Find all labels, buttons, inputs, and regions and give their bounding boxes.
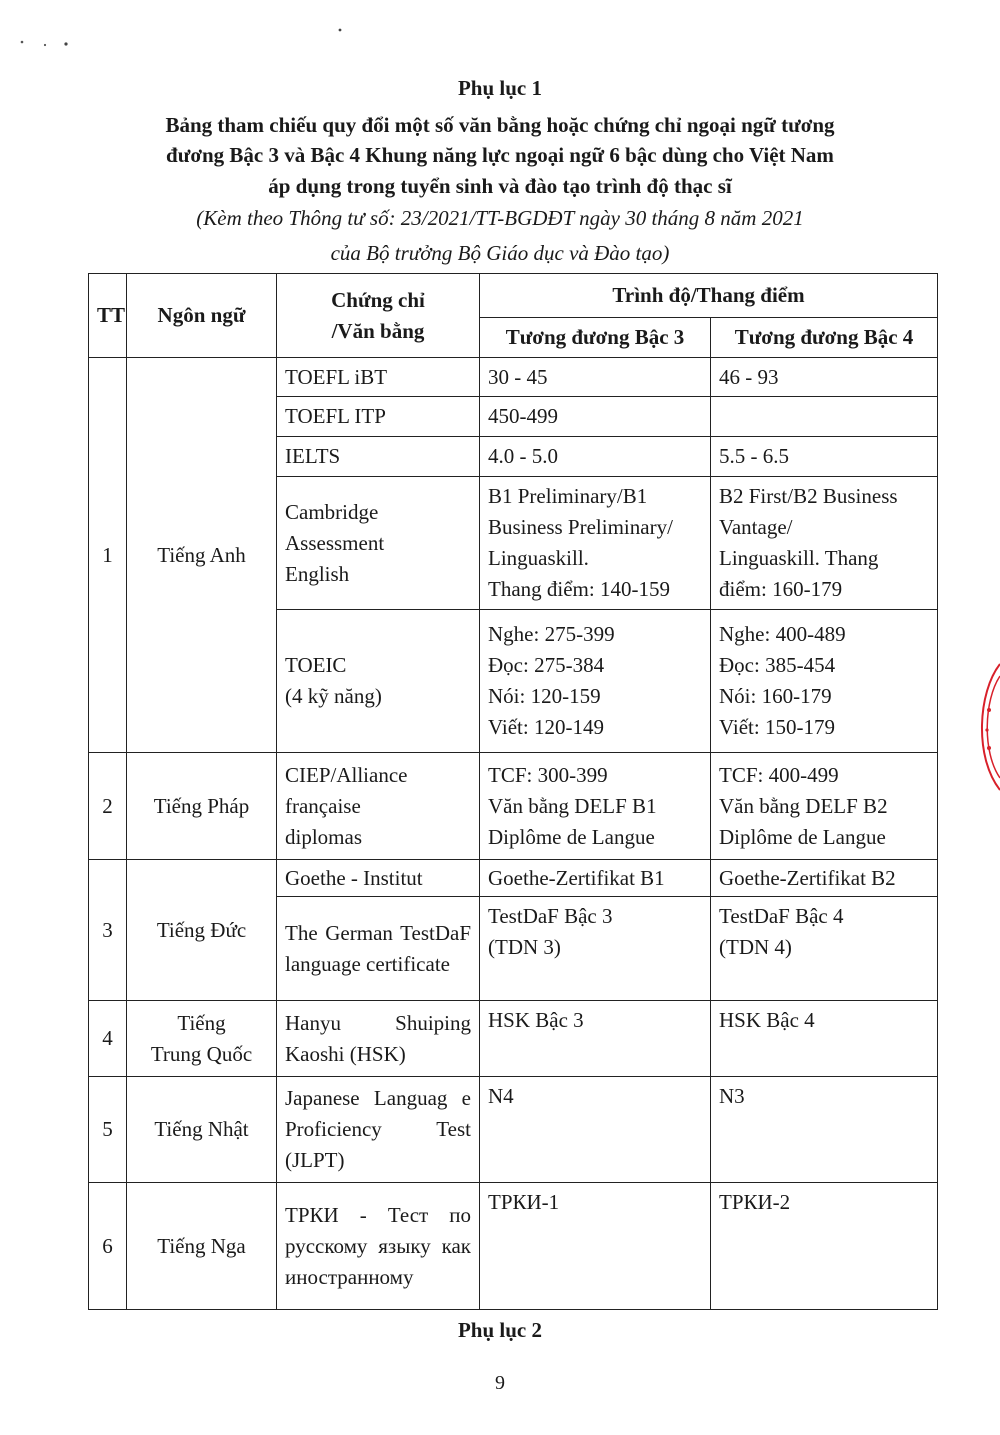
table-row <box>89 860 938 897</box>
header-level4: Tương đương Bậc 4 <box>711 318 938 358</box>
level3-cell: Goethe-Zertifikat B1 <box>480 860 711 897</box>
level3-cell: 30 - 45 <box>480 358 711 397</box>
row-language: Tiếng Nhật <box>127 1077 277 1183</box>
level4-cell: 5.5 - 6.5 <box>711 437 938 477</box>
level4-cell: Goethe-Zertifikat B2 <box>711 860 938 897</box>
cert-cell: TOEFL ITP <box>277 397 480 437</box>
row-tt: 6 <box>89 1183 127 1310</box>
header-certificate: Chứng chỉ /Văn bằng <box>277 274 480 358</box>
header-tt: TT <box>89 274 127 358</box>
level4-cell: TCF: 400-499 Văn bằng DELF B2 Diplôme de Langue <box>711 753 938 860</box>
header-level3: Tương đương Bậc 3 <box>480 318 711 358</box>
level4-cell: Nghe: 400-489 Đọc: 385-454 Nói: 160-179 Viết: 150-179 <box>711 610 938 753</box>
row-language: Tiếng Đức <box>127 860 277 1001</box>
header-row <box>89 274 938 318</box>
cert-cell: TOEIC (4 kỹ năng) <box>277 610 480 753</box>
level4-cell: HSK Bậc 4 <box>711 1001 938 1077</box>
level3-cell: Nghe: 275-399 Đọc: 275-384 Nói: 120-159 Viết: 120-149 <box>480 610 711 753</box>
appendix-title: Phụ lục 1 <box>457 76 543 100</box>
cert-cell: IELTS <box>277 437 480 477</box>
row-tt: 1 <box>89 358 127 753</box>
heading-line-2: đương Bậc 3 và Bậc 4 Khung năng lực ngoại ngữ 6 bậc dùng cho Việt Nam <box>166 143 834 167</box>
subtitle-line-1: (Kèm theo Thông tư số: 23/2021/TT-BGDĐT ngày 30 tháng 8 năm 2021 <box>196 206 804 230</box>
cert-cell: Goethe - Institut <box>277 860 480 897</box>
table-row <box>89 1001 938 1077</box>
row-tt: 5 <box>89 1077 127 1183</box>
level4-cell: 46 - 93 <box>711 358 938 397</box>
level3-cell: TestDaF Bậc 3 (TDN 3) <box>480 897 711 1001</box>
red-stamp-icon <box>970 662 1000 792</box>
row-language: Tiếng Trung Quốc <box>127 1001 277 1077</box>
level3-cell: 4.0 - 5.0 <box>480 437 711 477</box>
heading-line-1: Bảng tham chiếu quy đổi một số văn bằng hoặc chứng chỉ ngoại ngữ tương <box>165 113 835 137</box>
level4-cell: ТРКИ-2 <box>711 1183 938 1310</box>
cert-cell: CIEP/Alliance française diplomas <box>277 753 480 860</box>
cert-cell: TOEFL iBT <box>277 358 480 397</box>
level3-cell: TCF: 300-399 Văn bằng DELF B1 Diplôme de Langue <box>480 753 711 860</box>
scan-specks <box>0 0 1000 60</box>
row-language: Tiếng Anh <box>127 358 277 753</box>
row-language: Tiếng Pháp <box>127 753 277 860</box>
table-row <box>89 1183 938 1310</box>
page-number: 9 <box>495 1372 505 1394</box>
header-language: Ngôn ngữ <box>127 274 277 358</box>
level4-cell <box>711 397 938 437</box>
table-row <box>89 1077 938 1183</box>
level4-cell: TestDaF Bậc 4 (TDN 4) <box>711 897 938 1001</box>
level3-cell: B1 Preliminary/B1 Business Preliminary/ Linguaskill. Thang điểm: 140-159 <box>480 477 711 610</box>
conversion-table <box>88 273 938 1310</box>
cert-cell: The German TestDaF language certificate <box>277 897 480 1001</box>
level4-cell: B2 First/B2 Business Vantage/ Linguaskill. Thang điểm: 160-179 <box>711 477 938 610</box>
level4-cell: N3 <box>711 1077 938 1183</box>
table-row <box>89 358 938 397</box>
subtitle-line-2: của Bộ trưởng Bộ Giáo dục và Đào tạo) <box>330 241 670 265</box>
cert-cell: Japanese Languag e Proficiency Test (JLPT) <box>277 1077 480 1183</box>
level3-cell: ТРКИ-1 <box>480 1183 711 1310</box>
row-language: Tiếng Nga <box>127 1183 277 1310</box>
level3-cell: HSK Bậc 3 <box>480 1001 711 1077</box>
row-tt: 2 <box>89 753 127 860</box>
level3-cell: 450-499 <box>480 397 711 437</box>
row-tt: 3 <box>89 860 127 1001</box>
cert-cell: Hanyu Shuiping Kaoshi (HSK) <box>277 1001 480 1077</box>
table-row <box>89 753 938 860</box>
header-level-group: Trình độ/Thang điểm <box>480 274 938 318</box>
heading-line-3: áp dụng trong tuyển sinh và đào tạo trình độ thạc sĩ <box>268 174 732 198</box>
cert-cell: ТРКИ - Тест по русскому языку как иностранному <box>277 1183 480 1310</box>
level3-cell: N4 <box>480 1077 711 1183</box>
row-tt: 4 <box>89 1001 127 1077</box>
cert-cell: Cambridge Assessment English <box>277 477 480 610</box>
next-appendix-title: Phụ lục 2 <box>457 1318 543 1342</box>
